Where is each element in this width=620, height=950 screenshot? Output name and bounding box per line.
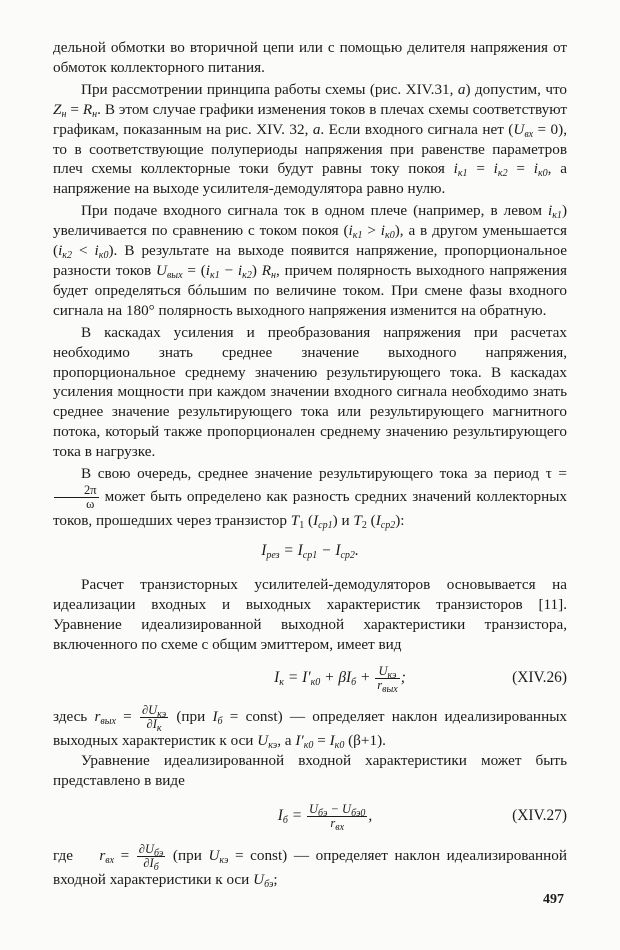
paragraph-4: В каскадах усиления и преобразования напряжения при расчетах необходимо знать среднее значение выходного напряжения, пропорциональное среднему значению результирующего тока. В каскадах усиления мощности при каждом значении входного сигнала необходимо знать среднее значение результирующего тока или результирующего магнитного потока, который также пропорционален среднему значению результирующего тока в нагрузке. [53, 323, 567, 461]
paragraph-2: При рассмотрении принципа работы схемы (рис. XIV.31, а) допустим, что $Z_н = R_н$. В этом случае графики изменения токов в плечах схемы соответствуют графикам, показанным на рис. XIV. 32, а. Если входного сигнала нет $(U_{вх} = 0)$, то в соответствующие полупериоды напряжения при равенстве параметров плеч схемы коллекторные токи будут равны току покоя $i_{к1} = i_{к2} = i_{к0}$, а напряжение на выходе усилителя-демодулятора равно нулю. [53, 80, 567, 198]
equation-number-26: (XIV.26) [512, 669, 567, 687]
formula-xiv-26: $I_к = I'_{к0} + \beta I_б$ + $\frac{U_{кэ}}{r_{вых}}$ ; (XIV.26) [274, 663, 567, 695]
page-number: 497 [543, 892, 564, 907]
paragraph-9: где $r_{вх}$ = $\frac{\partial U_{бэ}}{\partial I_б}$ (при $U_{кэ}$ = const) — определяет наклон идеализированной входной характеристики к оси $U_{бэ}$; [53, 842, 567, 891]
paragraph-6: Расчет транзисторных усилителей-демодуляторов основывается на идеализации входных и выходных характеристик транзисторов [11]. Уравнение идеализированной выходной характеристики транзистора, включенного по схеме с общим эмиттером, имеет вид [53, 575, 567, 653]
paragraph-8: Уравнение идеализированной входной характеристики может быть представлено в виде [53, 752, 567, 790]
tau-fraction: $\frac{2\pi}{\omega}$ [54, 484, 99, 511]
paragraph-7: здесь $r_{вых}$ = $\frac{\partial U_{кэ}}{\partial I_к}$ (при $I_б$ = const) — определяет наклон идеализированных выходных характеристик к оси $U_{кэ}$, а $I'_{к0} = I_{к0}$ (β+1). [53, 703, 567, 752]
paragraph-5: В свою очередь, среднее значение результирующего тока за период τ = $\frac{2\pi}{\omega}$ может быть определено как разность средних значений коллекторных токов, прошедших через транзистор $T_1$ $(I_{ср1})$ и $T_2$ $(I_{ср2})$: [53, 465, 567, 531]
paragraph-1: дельной обмотки во вторичной цепи или с помощью делителя напряжения от обмоток коллекторного питания. [53, 39, 567, 76]
equation-number-27: (XIV.27) [512, 807, 567, 825]
formula-i-rez: $I_{рез} = I_{ср1} - I_{ср2}$. [261, 541, 359, 561]
formula-xiv-27: $I_б$ = $\frac{U_{бэ} - U_{бэ0}}{r_{вх}}$ , (XIV.27) [277, 801, 567, 833]
paragraph-3: При подаче входного сигнала ток в одном плече (например, в левом $i_{к1}$) увеличивается по сравнению с током покоя $(i_{к1} > i_{к0})$, а в другом уменьшается $(i_{к2} < i_{к0})$. В результате на выходе появится напряжение, пропорциональное разности токов $U_{вых} = (i_{к1} - i_{к2})$ $R_н$, причем полярность выходного напряжения будет определяться бóльшим по величине током. При смене фазы входного сигнала на 180° полярность выходного напряжения изменится на обратную. [53, 202, 568, 319]
text-column [53, 38, 567, 890]
